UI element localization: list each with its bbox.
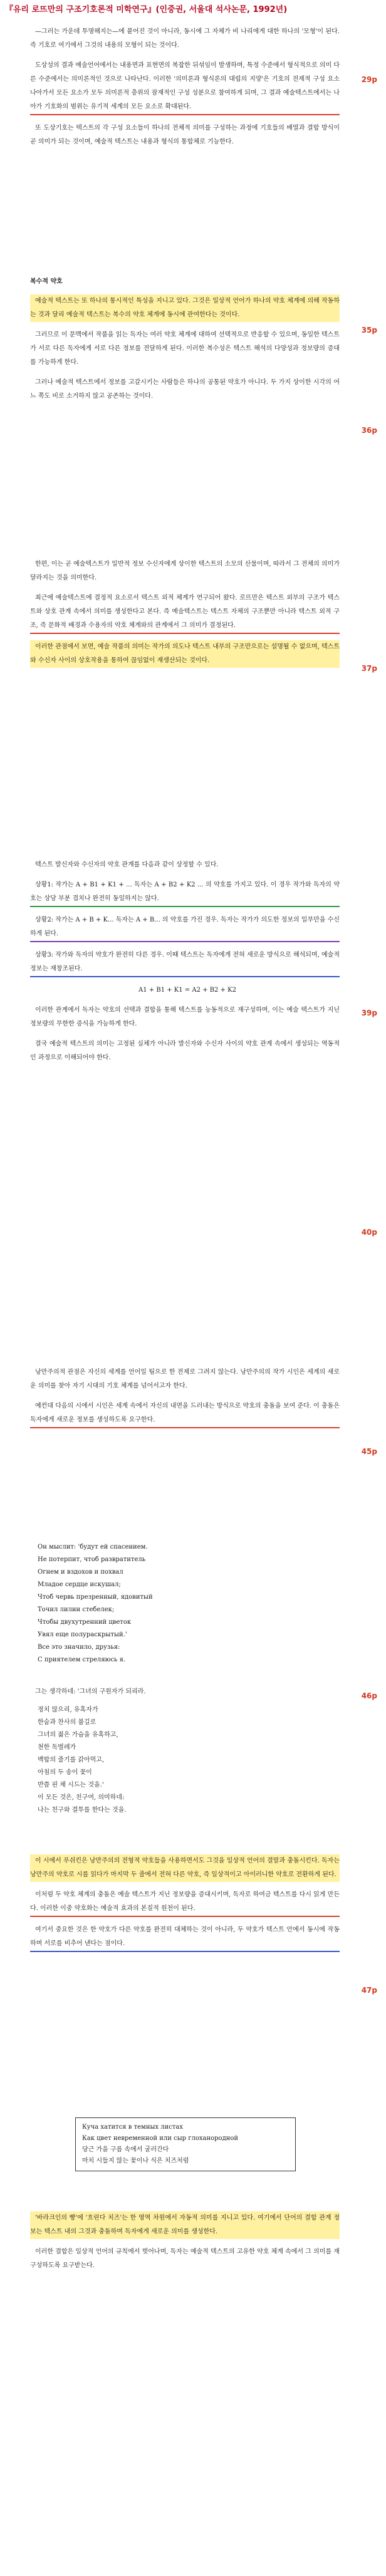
paragraph: 예컨대 다음의 시에서 시인은 세계 속에서 자신의 내면을 드러내는 방식으로 약호의 충돌을 보여 준다. 이 충돌은 독자에게 새로운 정보를 생성하도록 요구한다.	[30, 1400, 340, 1428]
section-6	[30, 1685, 340, 1705]
paragraph: 최근에 예술텍스트에 결정적 요소로서 텍스트 외적 체계가 연구되어 왔다. 로뜨만은 텍스트 외부의 구조가 텍스트와 상호 관계 속에서 의미를 생성한다고 본다. 즉 예술텍스트는 텍스트 자체의 구조뿐만 아니라 텍스트 외적 구조, 즉 문화적 배경과 수용자의 약호 체계와의 관계에서 그 의미가 결정된다.	[30, 591, 340, 634]
page-marker: 40p	[361, 1228, 377, 1237]
poem-line: Не потерпит, чтоб развратитель	[38, 1556, 146, 1563]
paragraph: 낭만주의적 관점은 자신의 세계를 언어일 팀으로 한 전제로 그려지 않는다. 낭만주의의 작가 시인은 세계의 새로운 의미를 찾아 자기 시대의 기호 체계를 넘어서고자 한다.	[30, 1369, 340, 1389]
poem-line: 한숨과 찬사의 불길로	[38, 1719, 96, 1726]
poem-line: 이 모든 것은, 친구여, 의미하네:	[38, 1794, 125, 1801]
page-marker: 35p	[361, 326, 377, 335]
page-marker: 47p	[361, 1986, 377, 1995]
page-marker: 37p	[361, 664, 377, 673]
poem-line: 마치 시들지 않는 꽃이나 식은 치즈처럼	[82, 2158, 189, 2164]
poem-line: 그녀의 젊은 가슴을 유혹하고,	[38, 1732, 118, 1738]
paragraph: 결국 예술적 텍스트의 의미는 고정된 실체가 아니라 발신자와 수신자 사이의 약호 관계 속에서 생성되는 역동적인 과정으로 이해되어야 한다.	[30, 1041, 340, 1061]
section-heading: 복수적 약호	[30, 278, 63, 285]
poem-line: 아침의 두 송이 꽃이	[38, 1769, 92, 1776]
poem-line: Чтоб червь презренный, ядовитый	[38, 1594, 153, 1601]
quote-box	[75, 2117, 296, 2171]
poem-line: Как цвет невременной или сыр глоханородной	[82, 2135, 239, 2142]
formula: A1 + B1 + K1 = A2 + B2 + K2	[138, 987, 236, 994]
page-marker: 45p	[361, 1447, 377, 1456]
paragraph: 이러한 관점에서 보면, 예술 작품의 의미는 작가의 의도나 텍스트 내부의 구조만으로는 설명될 수 없으며, 텍스트와 수신자 사이의 상호작용을 통하여 끊임없이 재생산되는 것이다.	[30, 640, 340, 668]
document-title: 『유리 로뜨만의 구조기호론적 미학연구』(인중권, 서울대 석사논문, 1992년)	[5, 5, 288, 14]
paragraph: 이처럼 두 약호 체계의 충돌은 예술 텍스트가 지닌 정보량을 증대시키며, 독자로 하여금 텍스트를 다시 읽게 만든다. 이러한 이중 약호화는 예술적 효과의 본질적 원천이 된다.	[30, 1888, 340, 1917]
paragraph: 그는 생각하네: '그녀의 구원자가 되리라.	[35, 1688, 146, 1695]
poem-line: 정치 않으리, 유혹자가	[38, 1706, 98, 1713]
section-4	[30, 858, 340, 1071]
paragraph: 이 시에서 푸쉬킨은 낭만주의의 전형적 약호들을 사용하면서도 그것을 일상적 언어의 결말과 충돌시킨다. 독자는 낭만주의 약호로 시를 읽다가 마지막 두 줄에서 전혀 다른 약호, 즉 일상적이고 아이러니한 약호로 전환하게 된다.	[30, 1854, 340, 1882]
poem-russian	[38, 1541, 301, 1666]
paragraph: 한편, 이는 곧 예술텍스트가 일반적 정보 수신자에게 상이한 텍스트의 소모의 산물이며, 따라서 그 전체의 의미가 달라지는 것을 의미한다.	[30, 561, 340, 581]
poem-korean	[38, 1704, 301, 1817]
page-marker: 39p	[361, 1009, 377, 1017]
section-7	[30, 1854, 340, 1958]
section-5	[30, 1366, 340, 1435]
poem-line: 백합의 줄기를 갉아먹고,	[38, 1757, 105, 1763]
section-2	[30, 294, 340, 410]
page-marker: 29p	[361, 75, 377, 84]
poem-line: Увял еще полураскрытый.'	[38, 1631, 127, 1638]
poem-line: Чтобы двухутренний цветок	[38, 1619, 132, 1626]
poem-line: Точил лилии стебелек;	[38, 1606, 115, 1613]
paragraph: 그러므로 이 문맥에서 작품을 읽는 독자는 여러 약호 체계에 대하여 선택적으로 반응할 수 있으며, 동일한 텍스트가 서로 다른 독자에게 서로 다른 정보를 전달하게 된다. 이러한 복수성은 텍스트 해석의 다양성과 정보량의 증대를 가능하게 한다.	[30, 331, 340, 366]
poem-line: Все это значило, друзья:	[38, 1644, 120, 1651]
paragraph: —그러는 가운데 투명해지는—에 붙어진 것이 아니라, 동시에 그 자체가 비 나리에게 대한 하나의 '모형'이 된다. 즉 기호로 여기에서 그것의 내용의 모형이 되는 것이다.	[30, 28, 340, 49]
poem-line: С приятелем стреляюсь я.	[38, 1656, 126, 1663]
section-8	[30, 2211, 340, 2279]
poem-line: Куча хатится в темных листах	[82, 2124, 184, 2131]
poem-line: 나는 친구와 결투를 한다는 것을.	[38, 1807, 127, 1814]
poem-line: Младое сердце искушал;	[38, 1581, 121, 1588]
paragraph: 여기서 중요한 것은 한 약호가 다른 약호를 완전히 대체하는 것이 아니라, 두 약호가 텍스트 안에서 동시에 작동하며 서로를 비추어 낸다는 점이다.	[30, 1923, 340, 1952]
paragraph: 이러한 결합은 일상적 언어의 규칙에서 벗어나며, 독자는 예술적 텍스트의 고유한 약호 체계 속에서 그 의미를 재구성하도록 요구받는다.	[30, 2248, 340, 2269]
paragraph: 도상성의 결과 예술언어에서는 내용면과 표현면의 복잡한 뒤섞임이 발생하며, 특정 수준에서 형식적으로 의미 다른 수준에서는 의미론적인 것으로 나타난다. 이러한 '의미론과 형식론의 대립의 지양'은 기호의 전제적 구성 요소 나아가서 모든 요소가 모두 의미론적 층위의 잠재적인 구성 성분으로 참여하게 되며, 그 결과 예술텍스트에서는 나아가 기호화의 범위는 유기적 세계의 모든 요소로 확대된다.	[30, 59, 340, 115]
paragraph: 또 도상기호는 텍스트의 각 구성 요소들이 하나의 전체적 의미를 구성하는 과정에 기호들의 배열과 결합 방식이 곧 의미가 되는 것이며, 예술적 텍스트는 내용과 형식의 통합체로 기능한다.	[30, 125, 340, 145]
paragraph: 그러나 예술적 텍스트에서 정보를 고갈시키는 사람들은 하나의 공통된 약호가 아니다. 두 가지 상이한 시각의 어느 쪽도 비로 소거하지 않고 공존하는 것이다.	[30, 379, 340, 400]
paragraph: 상황3: 작가와 독자의 약호가 완전히 다른 경우. 이때 텍스트는 독자에게 전혀 새로운 방식으로 해석되며, 예술적 정보는 재창조된다.	[30, 948, 340, 977]
poem-line: 천한 독벌레가	[38, 1744, 76, 1751]
page-marker: 46p	[361, 1691, 377, 1700]
section-1	[30, 25, 340, 155]
paragraph: '바라크인의 빵'에 '흐린다 치즈'는 한 영역 차원에서 자동적 의미를 지니고 있다. 여기에서 단어의 결합 관계 정보는 텍스트 내의 그것과 충돌하며 독자에게 새로운 의미를 생성한다.	[30, 2211, 340, 2239]
poem-line: 당근 가을 구름 속에서 굴러간다	[82, 2146, 169, 2153]
poem-line: Он мыслит: 'будут ей спасением.	[38, 1544, 148, 1550]
paragraph: 상황2: 작가는 A + B + K... 독자는 A + B... 의 약호를 가진 경우. 독자는 작가가 의도한 정보의 일부만을 수신하게 된다.	[30, 913, 340, 942]
paragraph: 텍스트 발신자와 수신자의 약호 관계를 다음과 같이 상정할 수 있다.	[35, 861, 219, 868]
poem-line: Огнем и вздохов и похвал	[38, 1569, 123, 1576]
paragraph: 상황1: 작가는 A + B1 + K1 + ... 독자는 A + B2 + K2 ... 의 약호를 가지고 있다. 이 경우 작가와 독자의 약호는 상당 부분 겹치나 완전히 동일하지는 않다.	[30, 878, 340, 907]
paragraph: 예술적 텍스트는 또 하나의 통시적인 특성을 지니고 있다. 그것은 일상적 언어가 하나의 약호 체계에 의해 작동하는 것과 달리 예술적 텍스트는 복수의 약호 체계에 동시에 관여한다는 것이다.	[30, 294, 340, 322]
paragraph: 이러한 관계에서 독자는 약호의 선택과 결합을 통해 텍스트를 능동적으로 재구성하며, 이는 예술 텍스트가 지닌 정보량의 무한한 증식을 가능하게 한다.	[30, 1007, 340, 1027]
section-3	[30, 558, 340, 674]
poem-line: 반쯤 핀 채 시드는 것을.'	[38, 1782, 104, 1789]
page-marker: 36p	[361, 426, 377, 435]
